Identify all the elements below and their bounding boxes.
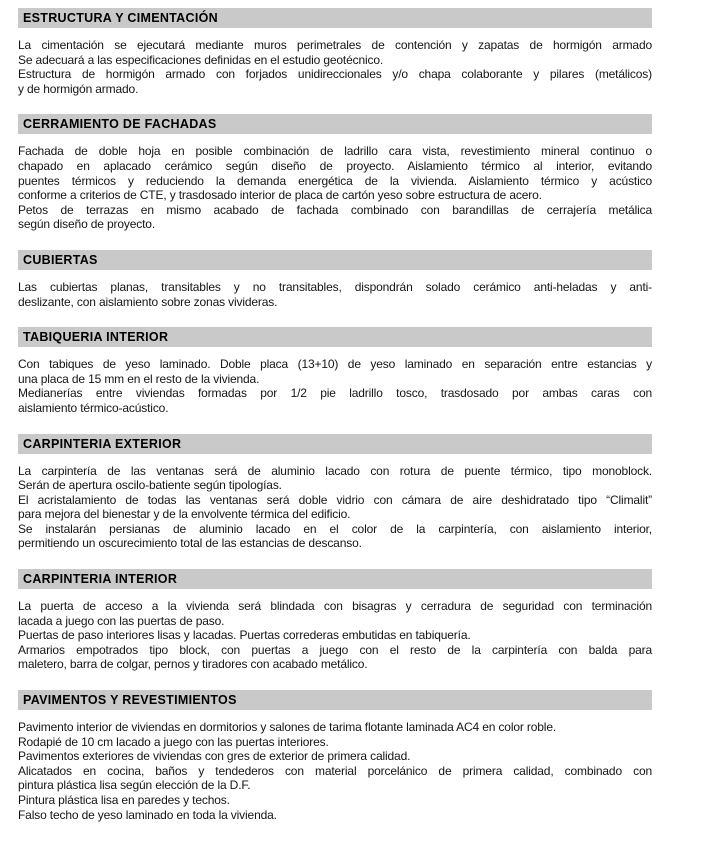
section-header-bar	[18, 327, 652, 347]
spec-section	[18, 690, 652, 822]
section-title: CARPINTERIA EXTERIOR	[23, 436, 182, 451]
section-body	[18, 720, 652, 822]
body-line: pintura plástica lisa según elección de la D.F.	[18, 778, 251, 793]
body-line: Petos de terrazas en mismo acabado de fachada combinado con barandillas de cerrajería metálica	[18, 202, 652, 217]
body-line: Armarios empotrados tipo block, con puertas a juego con el resto de la carpintería con balda para	[18, 642, 652, 657]
body-line: y de hormigón armado.	[18, 81, 139, 96]
body-line: Estructura de hormigón armado con forjados unidireccionales y/o chapa colaborante y pilares (metálicos)	[18, 67, 652, 82]
body-line: Pavimento interior de viviendas en dormitorios y salones de tarima flotante laminada AC4 en color roble.	[18, 720, 557, 735]
spec-section	[18, 434, 652, 552]
body-line: Se instalarán persianas de aluminio lacado en el color de la carpintería, con aislamiento interior,	[18, 521, 652, 536]
body-line: aislamiento térmico-acústico.	[18, 400, 169, 415]
body-line: chapado en aplacado cerámico según diseño de proyecto. Aislamiento térmico al interior, evitando	[18, 158, 652, 173]
body-line: Fachada de doble hoja en posible combinación de ladrillo cara vista, revestimiento mineral continuo o	[18, 144, 652, 159]
section-title: ESTRUCTURA Y CIMENTACIÓN	[23, 11, 218, 25]
section-title: CARPINTERIA INTERIOR	[23, 572, 178, 587]
spec-section	[18, 114, 652, 232]
body-line: permitiendo un oscurecimiento total de las estancias de descanso.	[18, 536, 362, 551]
spec-section	[18, 327, 652, 415]
body-line: Las cubiertas planas, transitables y no transitables, dispondrán solado cerámico anti-heladas y anti-	[18, 279, 652, 294]
body-line: La cimentación se ejecutará mediante muros perimetrales de contención y zapatas de hormigón armado	[18, 38, 652, 52]
body-line: Rodapié de 10 cm lacado a juego con las puertas interiores.	[18, 734, 329, 749]
section-header-bar	[18, 250, 652, 270]
body-line: puentes térmicos y reduciendo la demanda energética de la vivienda. Aislamiento térmico y acústico	[18, 173, 652, 188]
section-body	[18, 280, 652, 309]
body-line: La puerta de acceso a la vivienda será blindada con bisagras y cerradura de seguridad con terminación	[18, 599, 652, 614]
body-line: Falso techo de yeso laminado en toda la vivienda.	[18, 807, 277, 822]
body-line: Alicatados en cocina, baños y tendederos con material porcelánico de primera calidad, combinado con	[18, 763, 652, 778]
body-line: La carpintería de las ventanas será de aluminio lacado con rotura de puente térmico, tipo monoblock.	[18, 463, 652, 478]
spec-section	[18, 8, 652, 96]
section-body	[18, 144, 652, 232]
body-line: El acristalamiento de todas las ventanas será doble vidrio con cámara de aire deshidratado tipo “Climalit”	[18, 492, 652, 507]
body-line: Puertas de paso interiores lisas y lacadas. Puertas correderas embutidas en tabiquería.	[18, 628, 471, 643]
body-line: maletero, barra de colgar, pernos y tiradores con acabado metálico.	[18, 657, 368, 672]
body-line: Pintura plástica lisa en paredes y techos.	[18, 793, 230, 807]
sections-container	[18, 8, 709, 822]
section-body	[18, 464, 652, 552]
body-line: deslizante, con aislamiento sobre zonas vivideras.	[18, 294, 278, 309]
body-line: conforme a criterios de CTE, y trasdosado interior de placa de cartón yeso sobre estructura de acero.	[18, 188, 542, 203]
section-title: PAVIMENTOS Y REVESTIMIENTOS	[23, 693, 237, 708]
section-body	[18, 357, 652, 415]
section-header-bar	[18, 434, 652, 454]
body-line: Medianerías entre viviendas formadas por 1/2 pie ladrillo tosco, trasdosado por ambas caras con	[18, 386, 652, 401]
body-line: Con tabiques de yeso laminado. Doble placa (13+10) de yeso laminado en separación entre estancias y	[18, 357, 652, 372]
section-body	[18, 38, 652, 96]
body-line: Pavimentos exteriores de viviendas con gres de exterior de primera calidad.	[18, 749, 411, 764]
section-header-bar	[18, 114, 652, 134]
body-line: según diseño de proyecto.	[18, 217, 156, 232]
spec-section	[18, 250, 652, 309]
spec-section	[18, 569, 652, 672]
section-title: TABIQUERIA INTERIOR	[23, 330, 169, 345]
body-line: para mejora del bienestar y de la envolvente térmica del edificio.	[18, 507, 351, 522]
section-header-bar	[18, 690, 652, 710]
section-title: CUBIERTAS	[23, 252, 98, 267]
body-line: Serán de apertura oscilo-batiente según tipologías.	[18, 478, 282, 493]
body-line: lacada a juego con las puertas de paso.	[18, 613, 225, 628]
body-line: Se adecuará a las especificaciones definidas en el estudio geotécnico.	[18, 52, 384, 67]
section-title: CERRAMIENTO DE FACHADAS	[23, 117, 217, 132]
section-header-bar	[18, 569, 652, 589]
body-line: una placa de 15 mm en el resto de la vivienda.	[18, 371, 260, 386]
section-header-bar	[18, 8, 652, 28]
section-body	[18, 599, 652, 672]
